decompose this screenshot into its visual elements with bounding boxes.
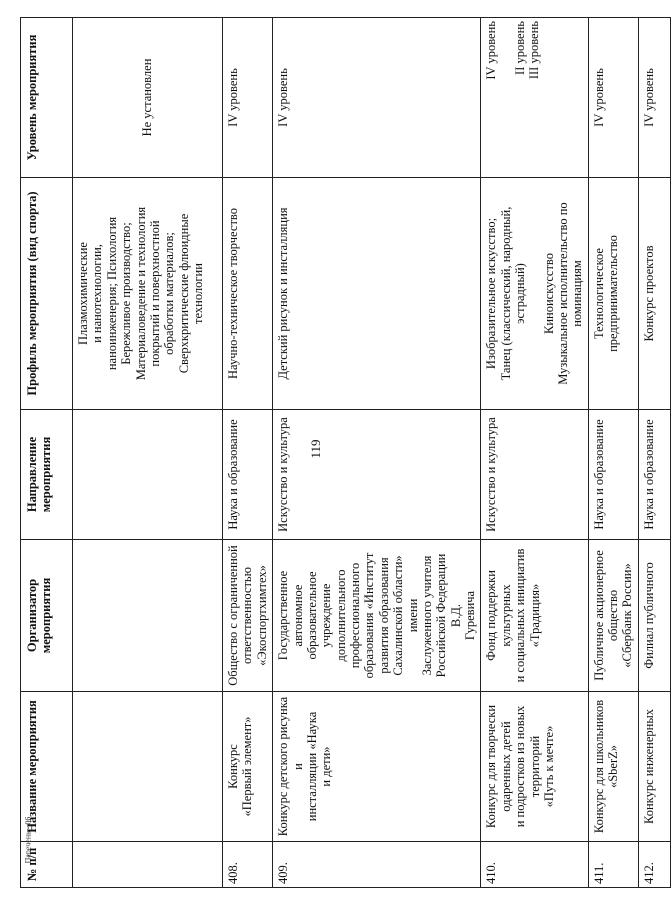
cell-num: 410. <box>481 842 588 888</box>
header-num: № п/п <box>21 842 73 888</box>
cell-name: Конкурс детского рисунка и инсталляции «Наука и дети» <box>273 692 481 842</box>
cell-num: 411. <box>588 842 638 888</box>
cell-profile: Конкурс проектов <box>638 178 670 410</box>
table-row <box>638 18 670 888</box>
header-profile: Профиль мероприятия (вид спорта) <box>21 178 73 410</box>
cell-level: IV уровень <box>638 18 670 178</box>
cell-organizer: Общество с ограниченной ответственностью «Экоспортхимтех» <box>223 540 273 692</box>
cell-level: IV уровень <box>588 18 638 178</box>
table-row <box>273 18 481 888</box>
cell-direction: Искусство и культура <box>273 410 481 540</box>
document-table-sheet <box>20 18 656 888</box>
table-row <box>223 18 273 888</box>
cell-name: Конкурс «Первый элемент» <box>223 692 273 842</box>
cell-organizer: Фонд поддержки культурных и социальных инициатив «Традиция» <box>481 540 588 692</box>
header-organizer: Организатор мероприятия <box>21 540 73 692</box>
cell-level: IV уровень II уровень III уровень <box>481 18 588 178</box>
cell-profile: Изобразительное искусство; Танец (классический, народный, эстрадный) Киноискусство Музыкальное исполнительство по номинациям <box>481 178 588 410</box>
page-number: 119 <box>308 439 323 459</box>
cell-level: IV уровень <box>273 18 481 178</box>
cell-name: Конкурс для творчески одаренных детей и подростков из новых территорий «Путь к мечте» <box>481 692 588 842</box>
cell-direction: Наука и образование <box>638 410 670 540</box>
cell-direction: Наука и образование <box>223 410 273 540</box>
cell-num: 409. <box>273 842 481 888</box>
cell-organizer: Публичное акционерное общество «Сбербанк России» <box>588 540 638 692</box>
cell-profile: Детский рисунок и инсталляция <box>273 178 481 410</box>
table-header-row <box>21 18 73 888</box>
cell-organizer: Государственное автономное образовательное учреждение дополнительного профессионального образования «Институт развития образования Сахалинской области» имени Заслуженного учителя Российской Федерации В.Д. Гуревича <box>273 540 481 692</box>
cell-name: Конкурс инженерных <box>638 692 670 842</box>
page-footer: Перечень - 06 <box>23 816 33 864</box>
cell-profile: Плазмохимические и нанотехнологии, наноинженерия; Психология Бережливое производство; Материаловедение и технология покрытий и поверхностной обработки материалов; Сверхкритические флюидные технологии <box>73 178 223 410</box>
cell-profile: Технологическое предпринимательство <box>588 178 638 410</box>
events-table <box>20 17 671 888</box>
table-row-continuation <box>73 18 223 888</box>
cell-num: 408. <box>223 842 273 888</box>
header-level: Уровень мероприятия <box>21 18 73 178</box>
table-row <box>481 18 588 888</box>
cell-num: 412. <box>638 842 670 888</box>
cell-level: Не установлен <box>73 18 223 178</box>
cell-direction: Наука и образование <box>588 410 638 540</box>
table-row <box>588 18 638 888</box>
cell-name: Конкурс для школьников «SberZ» <box>588 692 638 842</box>
cell-direction: Искусство и культура <box>481 410 588 540</box>
cell-level: IV уровень <box>223 18 273 178</box>
cell-profile: Научно-техническое творчество <box>223 178 273 410</box>
header-name: Название мероприятия <box>21 692 73 842</box>
header-direction: Направление мероприятия <box>21 410 73 540</box>
cell-organizer: Филиал публичного <box>638 540 670 692</box>
